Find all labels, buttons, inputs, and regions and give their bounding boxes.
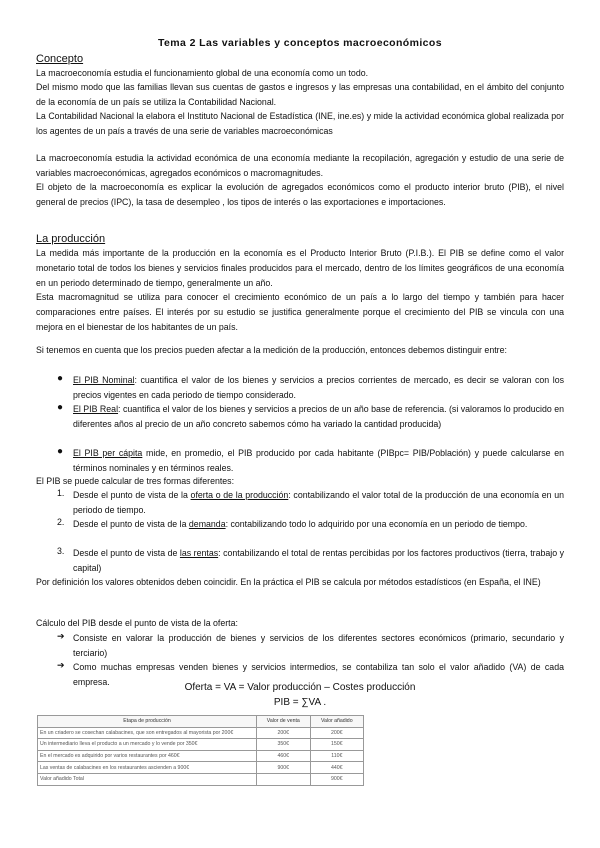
arrow-right-icon: ➔ bbox=[57, 660, 65, 670]
term: oferta o de la producción bbox=[190, 490, 289, 500]
column-header: Etapa de producción bbox=[38, 716, 257, 728]
list-item bbox=[73, 488, 564, 518]
list-item-text: : cuantifica el valor de los bienes y servicios a precios de un año base de referencia. (si valoramos lo producido en diferentes años al precio de un año concreto sabemos cómo ha variado la cantidad producida) bbox=[73, 404, 564, 429]
term: demanda bbox=[188, 519, 226, 529]
paragraph: La macroeconomía estudia el funcionamiento global de una economía como un todo. bbox=[36, 68, 369, 78]
table-cell: Un intermediario lleva el producto a un mercado y lo vende por 350€ bbox=[38, 739, 257, 751]
list-item-text: : contabilizando el total de rentas percibidas por los factores productivos (tierra, trabajo y capital) bbox=[73, 548, 564, 573]
paragraph: La macroeconomía estudia la actividad económica de una economía mediante la recopilación, agregación y estudio de una serie de variables macroeconómicas, agregados económicos o macromagnitudes. bbox=[36, 153, 564, 178]
list-item bbox=[73, 446, 564, 476]
bullet-dot-icon: ● bbox=[57, 446, 64, 457]
bullet-dot-icon: ● bbox=[57, 402, 64, 413]
table-cell: 460€ bbox=[257, 750, 311, 762]
formula: PIB = ∑VA . bbox=[273, 697, 327, 708]
formula: Oferta = VA = Valor producción – Costes producción bbox=[184, 682, 416, 693]
table-cell: Valor añadido Total bbox=[38, 773, 257, 785]
table-cell: 110€ bbox=[310, 750, 363, 762]
list-number: 3. bbox=[57, 546, 65, 556]
table-cell: 350€ bbox=[257, 739, 311, 751]
section-heading-concepto: Concepto bbox=[36, 53, 84, 65]
list-item-text: mide, en promedio, el PIB producido por cada habitante (PIBpc= PIB/Población) y puede calcularse en términos nominales y en términos reales. bbox=[73, 448, 564, 473]
bullet-dot-icon: ● bbox=[57, 373, 64, 384]
table-row bbox=[38, 762, 364, 774]
table-row bbox=[38, 739, 364, 751]
table-row bbox=[38, 773, 364, 785]
list-item: Como muchas empresas venden bienes y servicios intermedios, se contabiliza tan solo el valor añadido (VA) de cada empresa. bbox=[73, 662, 564, 687]
list-item-text: Desde el punto de vista de la bbox=[73, 490, 191, 500]
paragraph: La medida más importante de la producción en la economía es el Producto Interior Bruto (P.I.B.). El PIB se define como el valor monetario total de todos los bienes y servicios finales producidos para el mercado, dentro de los límites geográficos de una economía en un periodo determinado de tiempo, generalmente un año. bbox=[36, 248, 564, 288]
paragraph: El PIB se puede calcular de tres formas diferentes: bbox=[36, 476, 235, 486]
table-cell bbox=[257, 773, 311, 785]
list-item bbox=[73, 373, 564, 403]
list-item-text: : cuantifica el valor de los bienes y servicios a precios corrientes de mercado, es decir se valoran con los precios vigentes en cada periodo de tiempo considerado. bbox=[73, 375, 564, 400]
column-header: Valor de venta bbox=[257, 716, 311, 728]
list-item: Consiste en valorar la producción de bienes y servicios de los diferentes sectores económicos (primario, secundario y terciario) bbox=[73, 633, 564, 658]
term: El PIB per cápita bbox=[73, 448, 143, 458]
arrow-right-icon: ➔ bbox=[57, 631, 65, 641]
list-item bbox=[73, 517, 564, 532]
table-cell: Las ventas de calabacines en los restaurantes ascienden a 900€ bbox=[38, 762, 257, 774]
list-item-text: Desde el punto de vista de la bbox=[73, 519, 189, 529]
paragraph: La Contabilidad Nacional la elabora el Instituto Nacional de Estadística (INE, ine.es) y mide la actividad económica global realizada por los agentes de un país a través de una serie de variables macroeconómicas bbox=[36, 111, 564, 136]
paragraph: Cálculo del PIB desde el punto de vista de la oferta: bbox=[36, 618, 238, 628]
paragraph: Por definición los valores obtenidos deben coincidir. En la práctica el PIB se calcula por métodos estadísticos (en España, el INE) bbox=[36, 577, 541, 587]
paragraph: Esta macromagnitud se utiliza para conocer el crecimiento económico de un país a lo largo del tiempo y también para hacer comparaciones entre países. El interés por su estudio se justifica generalmente porque el crecimiento del PIB se vincula con una mejora en el bienestar de los habitantes de un país. bbox=[36, 292, 564, 332]
table-cell: En el mercado es adquirido por varios restaurantes por 460€ bbox=[38, 750, 257, 762]
table-cell: 900€ bbox=[310, 773, 363, 785]
table-row bbox=[38, 750, 364, 762]
list-item-text: Desde el punto de vista de bbox=[73, 548, 180, 558]
list-item bbox=[73, 402, 564, 432]
paragraph: El objeto de la macroeconomía es explicar la evolución de agregados económicos como el producto interior bruto (PIB), el nivel general de precios (IPC), la tasa de desempleo , los tipos de interés o las exportaciones e importaciones. bbox=[36, 182, 564, 207]
table-cell: 150€ bbox=[310, 739, 363, 751]
term: las rentas bbox=[179, 548, 219, 558]
paragraph: Si tenemos en cuenta que los precios pueden afectar a la medición de la producción, entonces debemos distinguir entre: bbox=[36, 345, 507, 355]
table-row bbox=[38, 727, 364, 739]
list-item-text: : contabilizando el valor total de la producción de una economía en un periodo de tiempo. bbox=[73, 490, 564, 515]
list-item bbox=[73, 546, 564, 576]
list-number: 1. bbox=[57, 488, 65, 498]
table-cell: 900€ bbox=[257, 762, 311, 774]
table-cell: En un criadero se cosechan calabacines, que son entregados al mayorista por 200€ bbox=[38, 727, 257, 739]
term: El PIB Nominal bbox=[73, 375, 135, 385]
table-header-row bbox=[38, 716, 364, 728]
table-cell: 200€ bbox=[257, 727, 311, 739]
document-title: Tema 2 Las variables y conceptos macroeconómicos bbox=[158, 37, 442, 49]
section-heading-produccion: La producción bbox=[36, 233, 106, 245]
term: El PIB Real bbox=[73, 404, 119, 414]
table-cell: 200€ bbox=[310, 727, 363, 739]
table-cell: 440€ bbox=[310, 762, 363, 774]
list-number: 2. bbox=[57, 517, 65, 527]
list-item-text: : contabilizando todo lo adquirido por una economía en un periodo de tiempo. bbox=[225, 519, 528, 529]
paragraph: Del mismo modo que las familias llevan sus cuentas de gastos e ingresos y las empresas una contabilidad, en el ámbito del conjunto de la economía de un país se utiliza la Contabilidad Nacional. bbox=[36, 82, 564, 107]
column-header: Valor añadido bbox=[310, 716, 363, 728]
value-added-table bbox=[37, 715, 364, 786]
